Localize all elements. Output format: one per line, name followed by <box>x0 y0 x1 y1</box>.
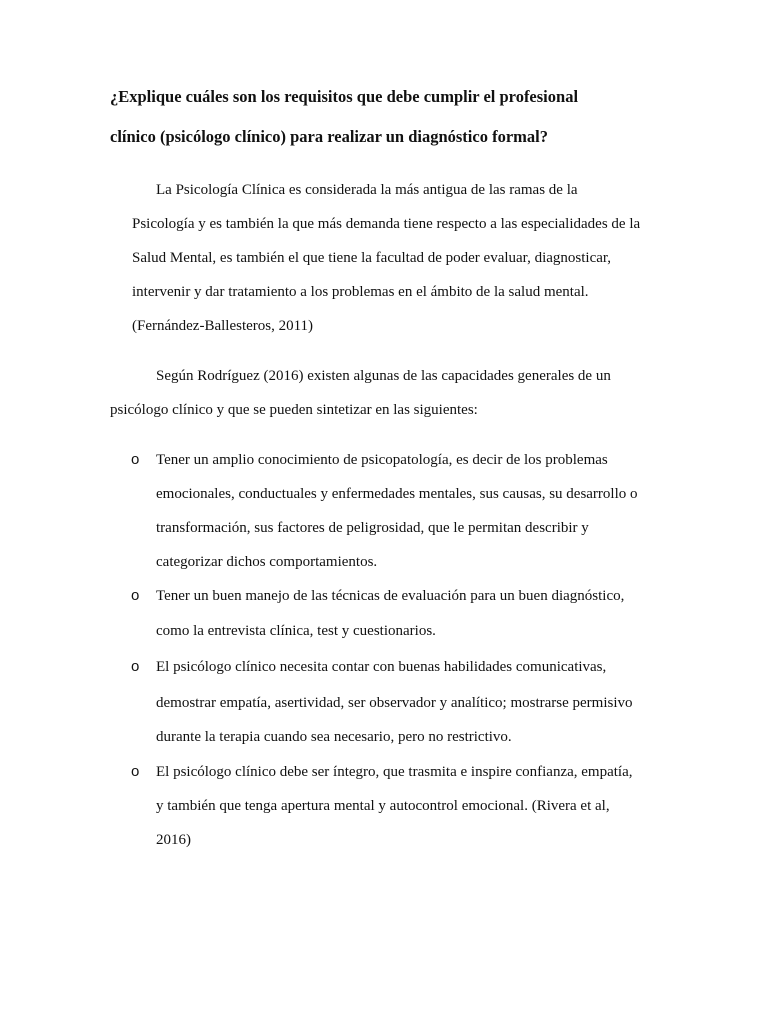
bullet-3-line: demostrar empatía, asertividad, ser observador y analítico; mostrarse permisivo <box>156 695 633 711</box>
paragraph1-line: intervenir y dar tratamiento a los problemas en el ámbito de la salud mental. <box>132 284 589 300</box>
title-line-2: clínico (psicólogo clínico) para realizar un diagnóstico formal? <box>110 127 548 146</box>
bullet-1-line: emocionales, conductuales y enfermedades mentales, sus causas, su desarrollo o <box>156 486 638 502</box>
bullet-3-line: El psicólogo clínico necesita contar con buenas habilidades comunicativas, <box>156 659 607 675</box>
bullet-1-line: transformación, sus factores de peligrosidad, que le permitan describir y <box>156 520 589 536</box>
bullet-4-line: 2016) <box>156 832 191 848</box>
paragraph1-line: Salud Mental, es también el que tiene la facultad de poder evaluar, diagnosticar, <box>132 250 612 266</box>
paragraph2-line: psicólogo clínico y que se pueden sintetizar en las siguientes: <box>110 402 478 418</box>
title-line-1: ¿Explique cuáles son los requisitos que debe cumplir el profesional <box>110 87 579 106</box>
bullet-1-line: Tener un amplio conocimiento de psicopatología, es decir de los problemas <box>156 452 608 468</box>
bullet-marker: o <box>131 587 140 604</box>
bullet-marker: o <box>131 658 140 675</box>
bullet-marker: o <box>131 451 140 468</box>
bullet-3-line: durante la terapia cuando sea necesario, pero no restrictivo. <box>156 729 512 745</box>
paragraph1-citation: (Fernández-Ballesteros, 2011) <box>132 318 314 334</box>
bullet-4-line: y también que tenga apertura mental y autocontrol emocional. (Rivera et al, <box>156 798 610 814</box>
paragraph1-line: Psicología y es también la que más demanda tiene respecto a las especialidades de la <box>132 216 641 232</box>
bullet-1-line: categorizar dichos comportamientos. <box>156 554 378 570</box>
paragraph2-line: Según Rodríguez (2016) existen algunas de las capacidades generales de un <box>156 368 611 384</box>
bullet-4-line: El psicólogo clínico debe ser íntegro, que trasmita e inspire confianza, empatía, <box>156 764 633 780</box>
paragraph1-line: La Psicología Clínica es considerada la más antigua de las ramas de la <box>156 182 578 198</box>
bullet-2-line: como la entrevista clínica, test y cuestionarios. <box>156 623 436 639</box>
bullet-marker: o <box>131 763 140 780</box>
bullet-2-line: Tener un buen manejo de las técnicas de evaluación para un buen diagnóstico, <box>156 588 625 604</box>
